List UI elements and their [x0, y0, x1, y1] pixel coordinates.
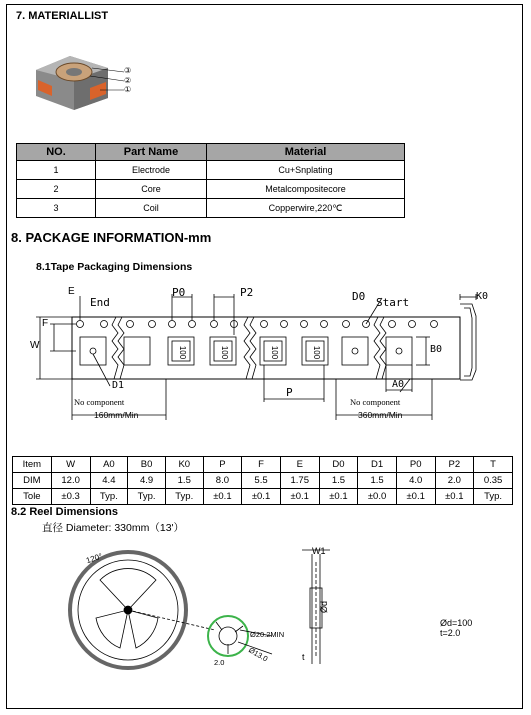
- table-row: [13, 473, 513, 489]
- label-w: W: [30, 340, 40, 351]
- header-part-name: Part Name: [96, 144, 207, 161]
- cell: 1.5: [358, 473, 397, 489]
- reel-slot: 2.0: [214, 658, 225, 667]
- label-p0: P0: [172, 286, 186, 299]
- header-no: NO.: [17, 144, 96, 161]
- cell: T: [474, 457, 513, 473]
- label-e: E: [68, 286, 75, 297]
- cell: A0: [90, 457, 128, 473]
- cell: B0: [128, 457, 166, 473]
- reel-w1: W1: [312, 546, 326, 556]
- cell: 2.0: [435, 473, 474, 489]
- label-k0: K0: [476, 291, 489, 302]
- part-marking: 100: [270, 345, 280, 360]
- cell: 4.9: [128, 473, 166, 489]
- label-end: End: [90, 296, 110, 309]
- cell: 4.0: [396, 473, 435, 489]
- cell: 5.5: [242, 473, 281, 489]
- part-marking: 100: [220, 345, 230, 360]
- label-p2: P2: [240, 286, 254, 299]
- section-7-title: 7. MATERIALLIST: [16, 10, 109, 22]
- cell: 0.35: [474, 473, 513, 489]
- cell: ±0.1: [396, 489, 435, 505]
- cell: Electrode: [96, 161, 207, 180]
- cell: Typ.: [474, 489, 513, 505]
- tape-dimension-table: [12, 456, 513, 505]
- reel-angle: 120°: [85, 551, 104, 566]
- cell: 1.5: [165, 473, 203, 489]
- label-d1: D1: [112, 380, 125, 391]
- min-length-right: 360mm/Min: [358, 410, 403, 420]
- cell: D0: [319, 457, 358, 473]
- cell: D1: [358, 457, 397, 473]
- cell: Tole: [13, 489, 52, 505]
- cell: 2: [17, 180, 96, 199]
- table-row: [17, 161, 405, 180]
- cell: ±0.1: [435, 489, 474, 505]
- callout-3: ③: [124, 66, 132, 75]
- callout-1: ①: [124, 85, 132, 94]
- cell: Cu+Snplating: [207, 161, 405, 180]
- cell: Item: [13, 457, 52, 473]
- cell: Metalcompositecore: [207, 180, 405, 199]
- header-material: Material: [207, 144, 405, 161]
- reel-title: 8.2 Reel Dimensions: [11, 506, 118, 518]
- part-marking: 100: [178, 345, 188, 360]
- cell: P2: [435, 457, 474, 473]
- cell: Copperwire,220℃: [207, 199, 405, 218]
- cell: Typ.: [128, 489, 166, 505]
- no-component-left: No component: [74, 397, 125, 407]
- table-row: [13, 489, 513, 505]
- part-marking: 100: [312, 345, 322, 360]
- min-length-left: 160mm/Min: [94, 410, 139, 420]
- cell: 8.0: [203, 473, 242, 489]
- label-a0: A0: [392, 379, 405, 390]
- cell: 4.4: [90, 473, 128, 489]
- cell: P0: [396, 457, 435, 473]
- cell: 1.75: [280, 473, 319, 489]
- cell: ±0.1: [242, 489, 281, 505]
- cell: 1: [17, 161, 96, 180]
- cell: P: [203, 457, 242, 473]
- reel-d-min: Ø20.2MIN: [250, 630, 285, 639]
- reel-phi-d: Ød: [319, 600, 330, 614]
- cell: ±0.1: [280, 489, 319, 505]
- callout-2: ②: [124, 76, 132, 85]
- cell: Typ.: [165, 489, 203, 505]
- reel-d13: Ø13.0: [247, 645, 270, 664]
- cell: 12.0: [51, 473, 90, 489]
- cell: ±0.1: [319, 489, 358, 505]
- cell: 1.5: [319, 473, 358, 489]
- cell: Core: [96, 180, 207, 199]
- label-d0: D0: [352, 290, 366, 303]
- tape-title: 8.1Tape Packaging Dimensions: [36, 261, 193, 273]
- cell: DIM: [13, 473, 52, 489]
- cell: W: [51, 457, 90, 473]
- no-component-right: No component: [350, 397, 401, 407]
- material-table: [16, 143, 405, 218]
- reel-t-val: t=2.0: [440, 628, 461, 638]
- table-row: [17, 199, 405, 218]
- cell: F: [242, 457, 281, 473]
- cell: 3: [17, 199, 96, 218]
- cell: E: [280, 457, 319, 473]
- section-8-title: 8. PACKAGE INFORMATION-mm: [11, 230, 212, 245]
- reel-od: Ød=100: [440, 618, 473, 628]
- label-start: Start: [376, 296, 410, 309]
- cell: ±0.3: [51, 489, 90, 505]
- cell: ±0.0: [358, 489, 397, 505]
- label-p: P: [286, 386, 293, 399]
- cell: K0: [165, 457, 203, 473]
- label-f: F: [42, 318, 49, 329]
- reel-t: t: [302, 652, 305, 662]
- reel-diameter: 直径 Diameter: 330mm（13'）: [42, 522, 185, 534]
- label-b0: B0: [430, 344, 443, 355]
- cell: Coil: [96, 199, 207, 218]
- cell: ±0.1: [203, 489, 242, 505]
- table-row: [13, 457, 513, 473]
- cell: Typ.: [90, 489, 128, 505]
- table-row: [17, 180, 405, 199]
